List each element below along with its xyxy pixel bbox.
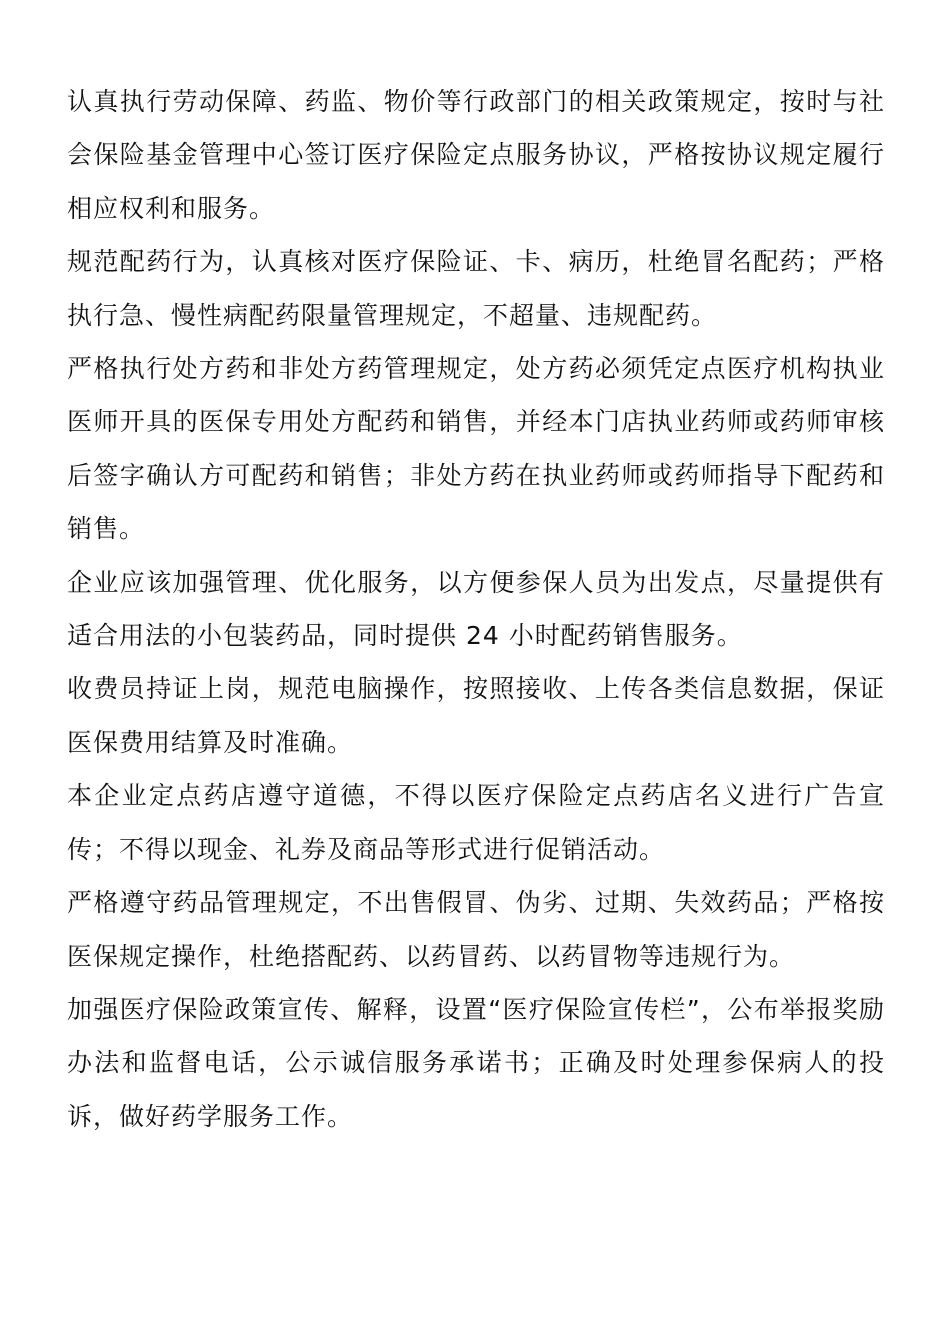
paragraph-1: 认真执行劳动保障、药监、物价等行政部门的相关政策规定，按时与社会保险基金管理中心签订医疗保险定点服务协议，严格按协议规定履行相应权利和服务。 (67, 87, 885, 223)
paragraph-6: 本企业定点药店遵守道德，不得以医疗保险定点药店名义进行广告宣传；不得以现金、礼券及商品等形式进行促销活动。 (67, 781, 885, 864)
paragraph-5: 收费员持证上岗，规范电脑操作，按照接收、上传各类信息数据，保证医保费用结算及时准确。 (67, 674, 885, 757)
paragraph-2: 规范配药行为，认真核对医疗保险证、卡、病历，杜绝冒名配药；严格执行急、慢性病配药限量管理规定，不超量、违规配药。 (67, 247, 885, 330)
paragraph-7: 严格遵守药品管理规定，不出售假冒、伪劣、过期、失效药品；严格按医保规定操作，杜绝搭配药、以药冒药、以药冒物等违规行为。 (67, 888, 885, 971)
paragraph-3: 严格执行处方药和非处方药管理规定，处方药必须凭定点医疗机构执业医师开具的医保专用处方配药和销售，并经本门店执业药师或药师审核后签字确认方可配药和销售；非处方药在执业药师或药师指导下配药和销售。 (67, 354, 885, 544)
paragraph-4: 企业应该加强管理、优化服务，以方便参保人员为出发点，尽量提供有适合用法的小包装药品，同时提供 24 小时配药销售服务。 (67, 567, 885, 651)
document-body (67, 75, 885, 1143)
paragraph-8: 加强医疗保险政策宣传、解释，设置“医疗保险宣传栏”，公布举报奖励办法和监督电话，公示诚信服务承诺书；正确及时处理参保病人的投诉，做好药学服务工作。 (67, 994, 885, 1131)
